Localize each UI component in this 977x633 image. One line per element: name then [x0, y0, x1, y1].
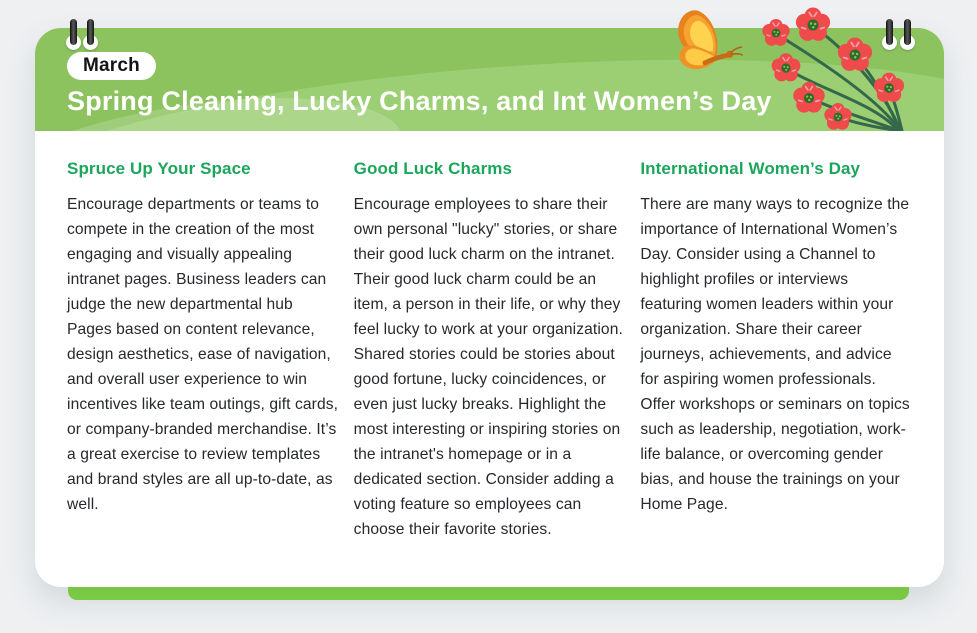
binder-pin-icon	[87, 19, 94, 45]
column-good-luck-charms	[354, 159, 627, 542]
binder-pin-icon	[904, 19, 911, 45]
page-title: Spring Cleaning, Lucky Charms, and Int Women’s Day	[67, 86, 772, 116]
binder-pin-icon	[886, 19, 893, 45]
content-columns	[35, 131, 944, 542]
month-badge: March	[67, 52, 156, 80]
column-heading: Good Luck Charms	[353, 159, 513, 178]
binder-pin-icon	[70, 19, 77, 45]
column-body: Encourage departments or teams to compete in the creation of the most engaging and visually appealing intranet pages. Business leaders can judge the new departmental hub Pages based on content relevance, design aesthetics, ease of navigation, and overall user experience to win incentives like team outings, gift cards, or company-branded merchandise. It’s a great exercise to review templates and brand styles are all up-to-date, as well.	[67, 196, 339, 513]
column-body: There are many ways to recognize the importance of International Women’s Day. Consider using a Channel to highlight profiles or interviews featuring women leaders within your organization. Share their career journeys, achievements, and advice for aspiring women professionals. Offer workshops or seminars on topics such as leadership, negotiation, work-life balance, or overcoming gender bias, and house the trainings on your Home Page.	[640, 196, 910, 513]
column-heading: International Women’s Day	[640, 159, 861, 178]
column-spruce-up-your-space	[67, 159, 340, 542]
red-flowers-icon	[752, 2, 924, 131]
butterfly-icon	[668, 2, 748, 80]
column-heading: Spruce Up Your Space	[67, 159, 251, 178]
column-international-womens-day	[640, 159, 913, 542]
column-body: Encourage employees to share their own personal "lucky" stories, or share their good luck charm on the intranet. Their good luck charm could be an item, a person in their life, or why they feel lucky to work at your organization. Shared stories could be stories about good fortune, lucky coincidences, or even just lucky breaks. Highlight the most interesting or inspiring stories on the intranet's homepage or in a dedicated section. Consider adding a voting feature so employees can choose their favorite stories.	[353, 196, 623, 538]
